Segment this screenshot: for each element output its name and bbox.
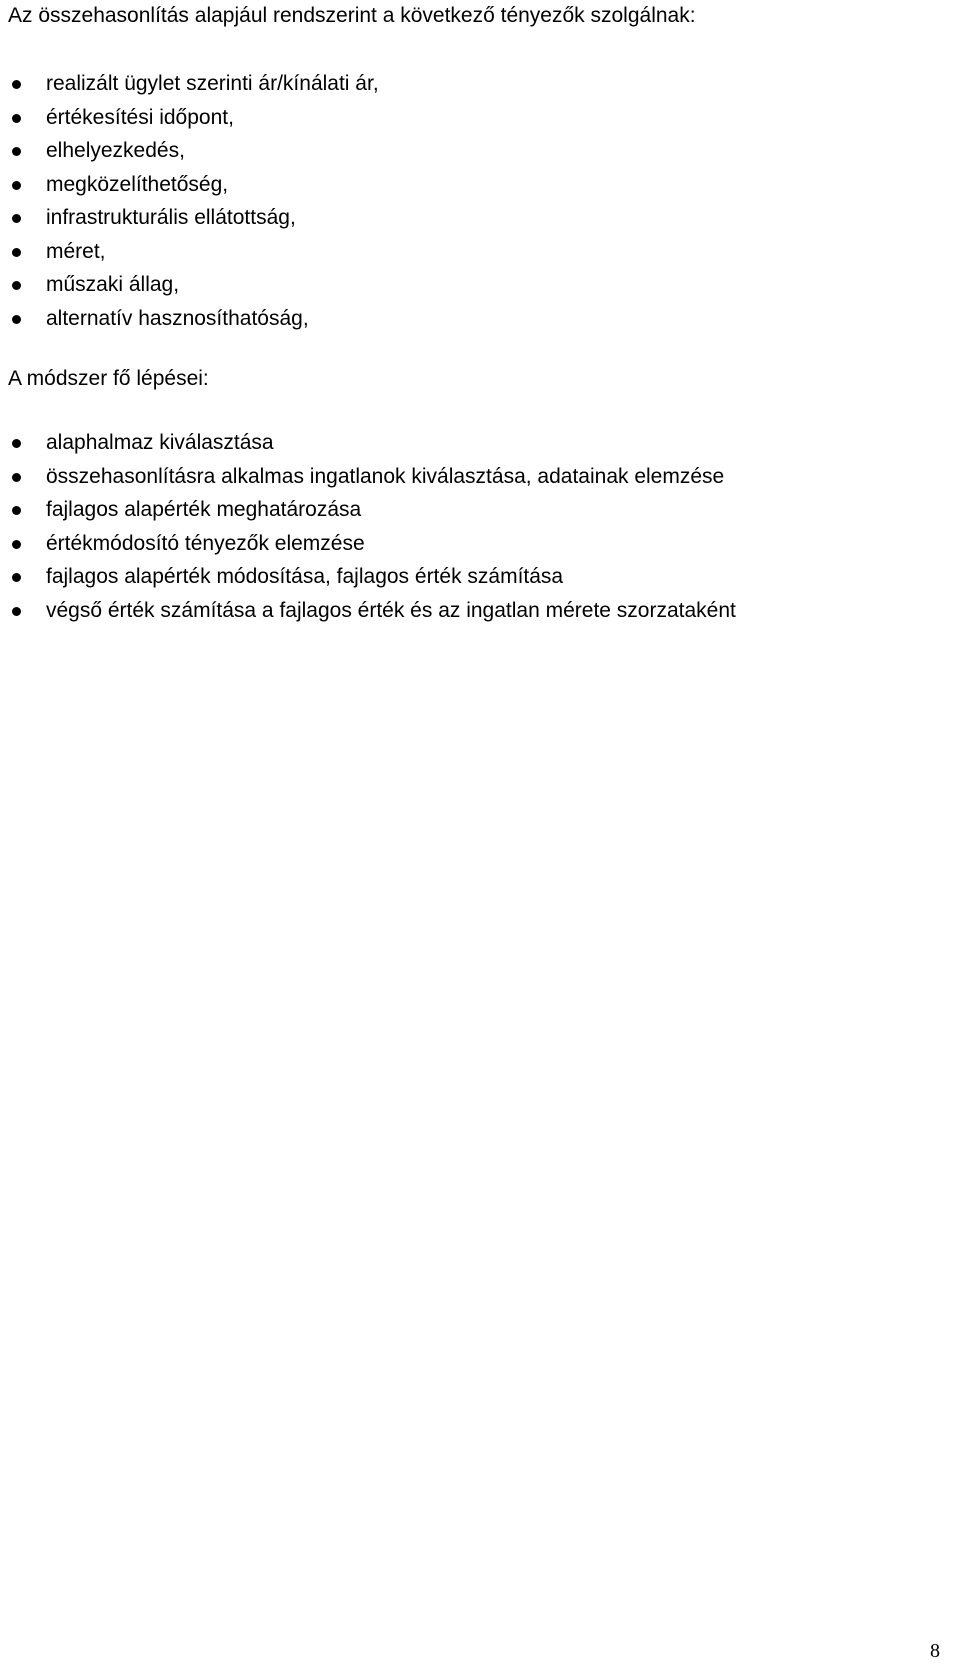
list-item-text: összehasonlításra alkalmas ingatlanok kiválasztása, adatainak elemzése [46,464,725,488]
bullet-icon [12,214,21,223]
list-item-text: fajlagos alapérték meghatározása [46,498,362,521]
list-item-text: alternatív hasznosíthatóság, [46,306,309,330]
bullet-icon [12,147,21,156]
bullet-icon [12,506,21,515]
bullet-icon [12,473,21,482]
bullet-icon [12,315,21,324]
bullet-icon [12,281,21,290]
page-number: 8 [930,1640,940,1662]
list-item-text: infrastrukturális ellátottság, [46,206,296,229]
list-item-text: megközelíthetőség, [46,172,229,196]
list-item-text: méret, [46,239,106,263]
intro-paragraph: Az összehasonlítás alapjául rendszerint a következő tényezők szolgálnak: [8,4,696,27]
list-item-text: fajlagos alapérték módosítása, fajlagos érték számítása [46,565,564,588]
bullet-icon [12,573,21,582]
list-item-text: elhelyezkedés, [46,139,185,162]
list-item-text: alaphalmaz kiválasztása [46,431,274,454]
list-item-text: realizált ügylet szerinti ár/kínálati ár, [46,72,379,95]
list-item-text: értékesítési időpont, [46,105,234,129]
bullet-icon [12,80,21,89]
list-item-text: végső érték számítása a fajlagos érték és az ingatlan mérete szorzataként [46,598,736,622]
bullet-icon [12,181,21,190]
bullet-icon [12,540,21,549]
bullet-icon [12,439,21,448]
bullet-icon [12,114,21,123]
list-item-text: műszaki állag, [46,273,180,296]
bullet-icon [12,607,21,616]
bullet-icon [12,248,21,257]
steps-heading: A módszer fő lépései: [8,367,209,390]
list-item-text: értékmódosító tényezők elemzése [46,531,365,555]
